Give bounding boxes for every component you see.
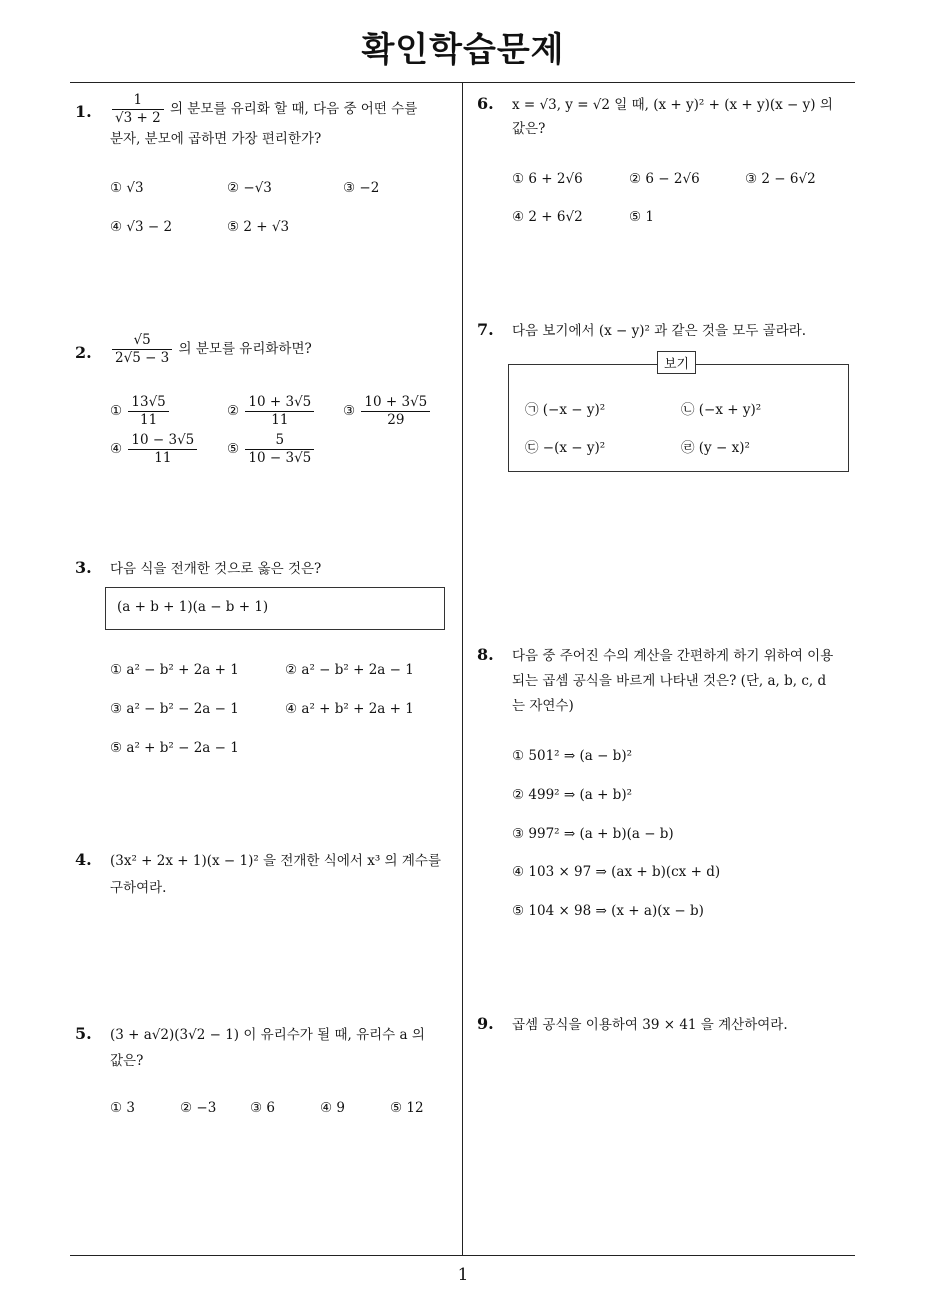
option-2[interactable]: ② a² − b² + 2a − 1 <box>285 662 414 678</box>
fraction-denominator: 10 − 3√5 <box>248 450 312 466</box>
fraction-denominator: 11 <box>154 450 172 466</box>
option-4[interactable] <box>110 432 199 467</box>
fraction-numerator: √5 <box>112 332 172 350</box>
option-2[interactable]: ② −3 <box>180 1100 217 1116</box>
fraction <box>245 432 314 467</box>
option-3[interactable]: ③ 2 − 6√2 <box>745 171 816 187</box>
option-1[interactable]: ① 501² ⇒ (a − b)² <box>512 748 632 764</box>
option-5[interactable]: ⑤ 12 <box>390 1100 424 1116</box>
expression: (a + b + 1)(a − b + 1) <box>117 599 269 615</box>
fraction-numerator: 1 <box>112 92 164 110</box>
question-number: 1. <box>75 102 92 121</box>
question-number: 8. <box>477 645 494 664</box>
fraction-denominator: √3 + 2 <box>115 110 161 126</box>
question-text-line: 분자, 분모에 곱하면 가장 편리한가? <box>110 131 322 147</box>
option-2[interactable]: ② 6 − 2√6 <box>629 171 700 187</box>
question-text <box>110 332 312 367</box>
question-text: 다음 식을 전개한 것으로 옳은 것은? <box>110 561 322 577</box>
question-text-line: x = √3, y = √2 일 때, (x + y)² + (x + y)(x − y) 의 <box>512 97 833 113</box>
question-4 <box>75 850 460 910</box>
option-2[interactable] <box>227 394 316 429</box>
question-number: 9. <box>477 1014 494 1033</box>
question-6 <box>477 94 857 234</box>
fraction-numerator: 10 − 3√5 <box>128 432 197 450</box>
question-text-line: 되는 곱셈 공식을 바르게 나타낸 것은? (단, a, b, c, d <box>512 673 827 689</box>
option-4[interactable]: ④ a² + b² + 2a + 1 <box>285 701 414 717</box>
question-number: 5. <box>75 1024 92 1043</box>
question-7 <box>477 320 857 475</box>
question-8 <box>477 645 857 935</box>
example-box-label: 보기 <box>657 351 696 374</box>
question-text-line: (3 + a√2)(3√2 − 1) 이 유리수가 될 때, 유리수 a 의 <box>110 1027 425 1043</box>
fraction-numerator: 10 + 3√5 <box>245 394 314 412</box>
question-text-line: 값은? <box>110 1053 144 1069</box>
question-text <box>110 92 460 127</box>
fraction-denominator: 29 <box>387 412 405 428</box>
option-5[interactable]: ⑤ 104 × 98 ⇒ (x + a)(x − b) <box>512 903 704 919</box>
fraction-denominator: 11 <box>271 412 289 428</box>
option-mark: ⑤ <box>227 441 240 457</box>
page-title: 확인학습문제 <box>361 30 565 70</box>
question-text-line: 의 분모를 유리화 할 때, 다음 중 어떤 수를 <box>165 101 418 117</box>
question-number: 3. <box>75 558 92 577</box>
question-text-line: 의 분모를 유리화하면? <box>174 341 312 357</box>
option-1[interactable]: ① 3 <box>110 1100 135 1116</box>
column-divider <box>462 83 463 1256</box>
option-4[interactable]: ④ 9 <box>320 1100 345 1116</box>
example-item: ㉠ (−x − y)² <box>525 402 606 418</box>
option-5[interactable] <box>227 432 316 467</box>
question-2 <box>75 332 460 482</box>
option-mark: ④ <box>110 441 123 457</box>
option-2[interactable]: ② 499² ⇒ (a + b)² <box>512 787 632 803</box>
question-text-line: 구하여라. <box>110 880 167 896</box>
page-number: 1 <box>457 1265 469 1285</box>
fraction <box>128 394 168 429</box>
option-mark: ③ <box>343 403 356 419</box>
question-number: 2. <box>75 343 92 362</box>
example-item: ㉡ (−x + y)² <box>681 402 762 418</box>
option-3[interactable]: ③ 6 <box>250 1100 275 1116</box>
option-mark: ② <box>227 403 240 419</box>
option-2[interactable]: ② −√3 <box>227 180 272 196</box>
option-4[interactable]: ④ 2 + 6√2 <box>512 209 583 225</box>
fraction <box>245 394 314 429</box>
fraction <box>361 394 430 429</box>
question-number: 7. <box>477 320 494 339</box>
option-3[interactable]: ③ a² − b² − 2a − 1 <box>110 701 239 717</box>
example-item: ㉢ −(x − y)² <box>525 440 606 456</box>
option-3[interactable]: ③ −2 <box>343 180 380 196</box>
option-5[interactable]: ⑤ a² + b² − 2a − 1 <box>110 740 239 756</box>
bottom-rule <box>70 1255 855 1256</box>
question-text-line: 다음 중 주어진 수의 계산을 간편하게 하기 위하여 이용 <box>512 648 834 664</box>
question-text: 다음 보기에서 (x − y)² 과 같은 것을 모두 골라라. <box>512 323 807 339</box>
question-3 <box>75 558 460 768</box>
option-1[interactable]: ① 6 + 2√6 <box>512 171 583 187</box>
question-text-line: (3x² + 2x + 1)(x − 1)² 을 전개한 식에서 x³ 의 계수를 <box>110 853 441 869</box>
question-9 <box>477 1014 857 1054</box>
question-5 <box>75 1024 460 1134</box>
question-number: 6. <box>477 94 494 113</box>
question-text-line: 값은? <box>512 121 546 137</box>
question-number: 4. <box>75 850 92 869</box>
option-mark: ① <box>110 403 123 419</box>
option-5[interactable]: ⑤ 2 + √3 <box>227 219 290 235</box>
option-3[interactable]: ③ 997² ⇒ (a + b)(a − b) <box>512 826 674 842</box>
question-1 <box>75 92 460 252</box>
option-1[interactable] <box>110 394 171 429</box>
fraction-numerator: 10 + 3√5 <box>361 394 430 412</box>
question-text-line: 는 자연수) <box>512 698 574 714</box>
fraction <box>112 92 164 127</box>
example-box <box>508 364 849 472</box>
fraction-denominator: 2√5 − 3 <box>115 350 170 366</box>
fraction-numerator: 13√5 <box>128 394 168 412</box>
fraction <box>128 432 197 467</box>
fraction <box>112 332 172 367</box>
fraction-denominator: 11 <box>140 412 158 428</box>
option-1[interactable]: ① a² − b² + 2a + 1 <box>110 662 239 678</box>
option-1[interactable]: ① √3 <box>110 180 144 196</box>
option-4[interactable]: ④ √3 − 2 <box>110 219 173 235</box>
expression-box <box>105 587 445 630</box>
fraction-numerator: 5 <box>245 432 314 450</box>
question-text: 곱셈 공식을 이용하여 39 × 41 을 계산하여라. <box>512 1017 788 1033</box>
example-item: ㉣ (y − x)² <box>681 440 750 456</box>
option-5[interactable]: ⑤ 1 <box>629 209 654 225</box>
option-4[interactable]: ④ 103 × 97 ⇒ (ax + b)(cx + d) <box>512 864 721 880</box>
option-3[interactable] <box>343 394 432 429</box>
